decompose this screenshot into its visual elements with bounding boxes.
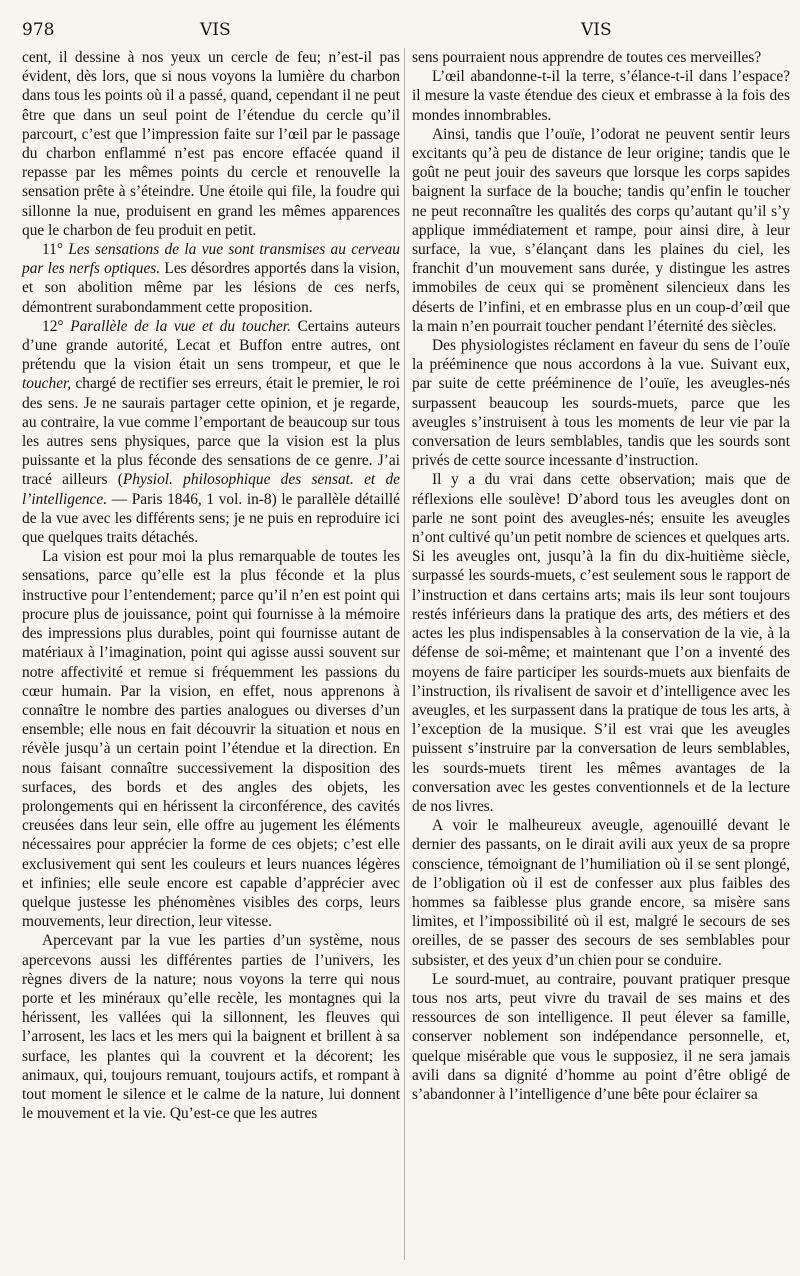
section-number: 12°: [42, 317, 64, 335]
paragraph: Des physiologistes réclament en faveur du sens de l’ouïe la prééminence que nous accordons à la vue. Suivant eux, par suite de cette prééminence de l’ouïe, les aveugles-nés surpassent beaucoup les sourds-muets, parce que les aveugles s’instruisent à tous les moments de leur vie par la conversation de leurs semblables, tandis que les sourds sont privés de cette source incessante d’instruction.: [412, 337, 790, 470]
section-text: — Paris 1846, 1 vol. in-8) le parallèle détaillé de la vue avec les différents sens; je ne puis en reproduire ici que quelques traits détachés.: [22, 490, 400, 547]
section-title: Les sensations de la vue sont transmises au cerveau par les nerfs optiques.: [22, 241, 400, 278]
right-column: [412, 48, 790, 1104]
paragraph: Le sourd-muet, au contraire, pouvant pratiquer presque tous nos arts, peut vivre du travail de ses mains et des ressources de son intelligence. Il peut élever sa famille, conserver noblement son indépendance personnelle, et, quelque misérable que vous le supposiez, il ne sera jamais avili dans sa dignité d’homme au point d’être obligé de s’abandonner à l’intelligence d’une bête pour éclairer sa: [412, 970, 790, 1103]
paragraph: La vision est pour moi la plus remarquable de toutes les sensations, parce qu’elle est la plus féconde et la plus instructive pour l’entendement; parce qu’il n’en est point qui procure plus de jouissance, point qui fournisse à la mémoire des impressions plus durables, point qui fournisse autant de matériaux à l’imagination, point qui agisse aussi souvent sur notre affectivité et remue si fréquemment les passions du cœur humain. Par la vision, en effet, nous apprenons à connaître le nombre des parties analogues ou diverses d’un ensemble; elle nous en fait découvrir la situation et nous en révèle jusqu’à un certain point l’étendue et la direction. En nous faisant connaître successivement la disposition des surfaces, des bords et des angles des objets, les prolongements qui en hérissent la circonférence, des cavités creusées dans leur sein, elle offre au jugement les éléments nécessaires pour apprécier la forme de ces objets; c’est elle exclusivement qui sent les couleurs et leurs nuances légères et infinies; elle seule encore est capable d’apprécier avec quelque justesse les phénomènes visibles des corps, leurs mouvements, leur direction, leur vitesse.: [22, 548, 400, 931]
paragraph: Ainsi, tandis que l’ouïe, l’odorat ne peuvent sentir leurs excitants qu’à peu de distance de leur origine; tandis que le goût ne peut jouir des saveurs que lorsque les corps sapides baignent la surface de la bouche; tandis qu’enfin le toucher ne peut reconnaître les qualités des corps qu’autant qu’il s’y applique immédiatement et rampe, pour ainsi dire, à leur surface, la vue, s’élançant dans les plaines du ciel, les franchit d’un mouvement sans durée, y distingue les astres immobiles de ceux qui se promènent silencieux dans les déserts de l’infini, et en embrasse plus en un coup-d’œil que la main n’en pourrait toucher pendant l’éternité des siècles.: [412, 125, 790, 335]
paragraph: cent, il dessine à nos yeux un cercle de feu; n’est-il pas évident, dès lors, que si nous voyons la lumière du charbon dans tous les points où il a passé, quand, cependant il ne peut être que dans un seul point de l’étendue du cercle qu’il parcourt, c’est que l’impression faite sur l’œil par le passage du charbon enflammé n’est pas encore effacée quand il repasse par les mêmes points du cercle et renouvelle la sensation prête à s’éteindre. Une étoile qui file, la foudre qui sillonne la nue, produisent en grand les mêmes apparences que le charbon de feu produit en petit.: [22, 49, 400, 239]
section-number: 11°: [42, 241, 63, 259]
section-11: [22, 240, 400, 317]
section-12: [22, 317, 400, 547]
left-column: [22, 48, 400, 1123]
section-text: chargé de rectifier ses erreurs, était le premier, le roi des sens. Je ne saurais partager cette opinion, et je regarde, au contraire, la vue comme l’emportant de beaucoup sur tous les autres sens physiques, parce que la vision est la plus puissante et la plus féconde des sensations de ce genre. J’ai tracé ailleurs (: [22, 375, 400, 489]
paragraph: Il y a du vrai dans cette observation; mais que de réflexions elle soulève! D’abord tous les aveugles dont on parle ne sont point des aveugles-nés; ensuite les aveugles n’ont cultivé qu’un petit nombre de sciences et quelques arts. Si les aveugles ont, jusqu’à la fin du dix-huitième siècle, surpassé les sourds-muets, c’est seulement sous le rapport de l’instruction et dans certains arts; mais ils leur sont toujours restés inférieurs dans la pratique des arts, des métiers et des actes les plus indispensables à la conservation de la vie, à la défense de soi-même; et maintenant que l’on a inventé des moyens de faire participer les sourds-muets aux bienfaits de l’instruction, ils rivalisent de savoir et d’intelligence avec les aveugles, et les surpassent dans la pratique de tous les arts, à l’exception de la musique. S’il est vrai que les aveugles puissent s’instruire par la conversation de leurs semblables, les sourds-muets tirent les mêmes avantages de la conversation avec les gestes conventionnels et de la lecture de nos livres.: [412, 471, 790, 815]
running-title-left: VIS: [200, 20, 231, 40]
section-title: Parallèle de la vue et du toucher.: [70, 317, 291, 335]
running-title-right: VIS: [581, 20, 612, 40]
page-number: 978: [22, 20, 55, 40]
paragraph: Apercevant par la vue les parties d’un système, nous apercevons aussi les différentes parties de l’univers, les règnes divers de la nature; nous voyons la terre qui nous porte et les minéraux qu’elle recèle, les montagnes qui la hérissent, les vallées qui la sillonnent, les fleuves qui l’arrosent, les lacs et les mers qui la baignent et brillent à sa surface, les plantes qui la couvrent et la décorent; les animaux, qui, toujours remuant, toujours actifs, et rompant à tout moment le silence et le calme de la nature, lui donnent le mouvement et la vie. Qu’est-ce que les autres: [22, 932, 400, 1123]
column-divider: [404, 48, 405, 1260]
italic-term: toucher,: [22, 375, 72, 393]
paragraph: L’œil abandonne-t-il la terre, s’élance-t-il dans l’espace? il mesure la vaste étendue des cieux et embrasse à la fois des mondes innombrables.: [412, 68, 790, 124]
section-text: Les désordres apportés dans la vision, et son abolition même par les lésions de ces nerfs, démontrent surabondamment cette proposition.: [22, 260, 400, 316]
paragraph: sens pourraient nous apprendre de toutes ces merveilles?: [412, 49, 762, 66]
paragraph: A voir le malheureux aveugle, agenouillé devant le dernier des passants, on le dirait avili aux yeux de sa propre conscience, témoignant de l’humiliation où il se sent plongé, de l’obligation où il est de confesser aux plus faibles des hommes sa faiblesse plus grande encore, sa misère sans limites, et l’impossibilité où il est, malgré le secours de ses oreilles, de se passer des secours de ses semblables pour subsister, et des yeux d’un chien pour se conduire.: [412, 817, 790, 969]
section-text: Certains auteurs d’une grande autorité, Lecat et Buffon entre autres, ont prétendu que la vision était un sens trompeur, et que le: [22, 317, 400, 374]
citation: Physiol. philosophique des sensat. et de l’intelligence.: [22, 471, 401, 508]
